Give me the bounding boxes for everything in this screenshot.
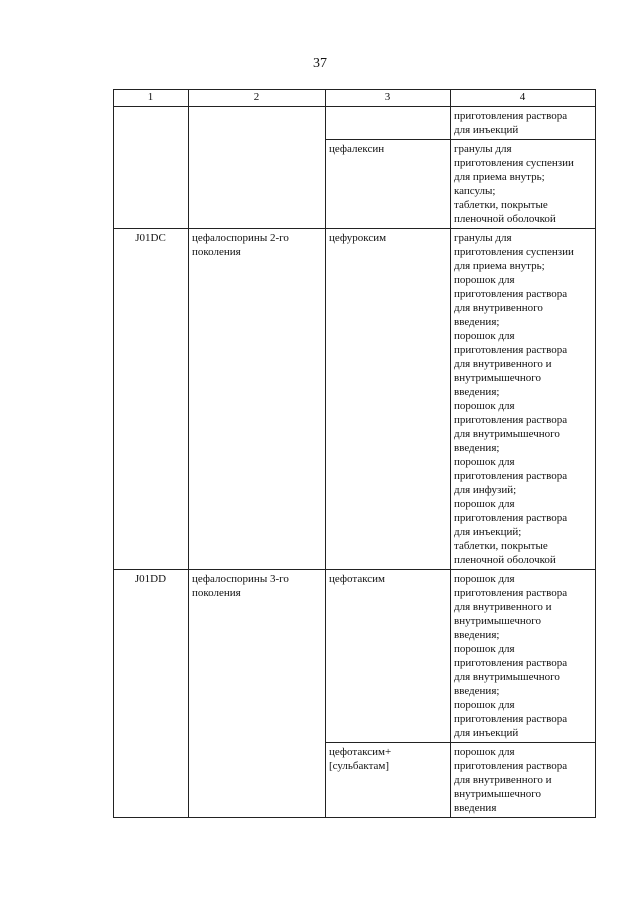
dosage-form-line: приготовления раствора [454, 288, 568, 300]
dosage-form-line: приготовления раствора [454, 344, 568, 356]
drug-group-cell: цефалоспорины 3-го поколения [189, 570, 326, 818]
dosage-form-cell [451, 229, 596, 570]
column-header-3: 3 [326, 90, 451, 107]
dosage-form-line: внутримышечного [454, 615, 541, 627]
dosage-form-cell [451, 743, 596, 818]
dosage-form-line: для инфузий; [454, 484, 517, 496]
dosage-form-line: для инъекций [454, 124, 519, 136]
dosage-form-line: пленочной оболочкой [454, 213, 556, 225]
dosage-form-line: введения [454, 802, 497, 814]
dosage-form-line: гранулы для [454, 232, 512, 244]
dosage-form-line: внутримышечного [454, 372, 541, 384]
column-header-2: 2 [189, 90, 326, 107]
dosage-form-line: для внутривенного и [454, 774, 552, 786]
dosage-form-line: порошок для [454, 643, 515, 655]
drug-name-cell: цефотаксим+ [сульбактам] [326, 743, 451, 818]
drug-table [113, 89, 596, 818]
dosage-form-line: приготовления раствора [454, 512, 568, 524]
dosage-form-line: порошок для [454, 699, 515, 711]
dosage-form-line: внутримышечного [454, 788, 541, 800]
atc-code-cell [114, 107, 189, 229]
drug-name-cell: цефотаксим [326, 570, 451, 743]
dosage-form-line: пленочной оболочкой [454, 554, 556, 566]
table-header-row [114, 90, 596, 107]
dosage-form-line: приготовления раствора [454, 657, 568, 669]
dosage-form-line: введения; [454, 442, 500, 454]
table-row [114, 107, 596, 140]
dosage-form-line: порошок для [454, 573, 515, 585]
table-body [114, 107, 596, 818]
dosage-form-cell [451, 140, 596, 229]
dosage-form-line: введения; [454, 629, 500, 641]
dosage-form-line: порошок для [454, 498, 515, 510]
dosage-form-line: приготовления раствора [454, 713, 568, 725]
dosage-form-line: для внутривенного и [454, 358, 552, 370]
dosage-form-line: для приема внутрь; [454, 260, 545, 272]
dosage-form-line: таблетки, покрытые [454, 199, 548, 211]
table-row [114, 229, 596, 570]
dosage-form-line: введения; [454, 685, 500, 697]
drug-name-cell: цефалексин [326, 140, 451, 229]
dosage-form-line: гранулы для [454, 143, 512, 155]
drug-group-cell [189, 107, 326, 229]
dosage-form-line: для инъекций [454, 727, 519, 739]
dosage-form-cell [451, 570, 596, 743]
dosage-form-line: для инъекций; [454, 526, 522, 538]
dosage-form-line: для внутривенного [454, 302, 543, 314]
column-header-1: 1 [114, 90, 189, 107]
dosage-form-line: приготовления раствора [454, 470, 568, 482]
dosage-form-line: порошок для [454, 274, 515, 286]
dosage-form-line: таблетки, покрытые [454, 540, 548, 552]
dosage-form-line: приготовления раствора [454, 760, 568, 772]
dosage-form-line: введения; [454, 316, 500, 328]
dosage-form-line: для внутримышечного [454, 428, 560, 440]
dosage-form-line: для приема внутрь; [454, 171, 545, 183]
dosage-form-line: порошок для [454, 456, 515, 468]
dosage-form-line: приготовления раствора [454, 414, 568, 426]
dosage-form-line: приготовления раствора [454, 110, 568, 122]
dosage-form-line: для внутримышечного [454, 671, 560, 683]
dosage-form-line: для внутривенного и [454, 601, 552, 613]
dosage-form-line: приготовления суспензии [454, 157, 574, 169]
dosage-form-line: приготовления суспензии [454, 246, 574, 258]
page-number: 37 [313, 56, 327, 71]
column-header-4: 4 [451, 90, 596, 107]
drug-name-cell [326, 107, 451, 140]
dosage-form-line: приготовления раствора [454, 587, 568, 599]
atc-code-cell: J01DD [114, 570, 189, 818]
drug-group-cell: цефалоспорины 2-го поколения [189, 229, 326, 570]
table-row [114, 570, 596, 743]
dosage-form-line: капсулы; [454, 185, 496, 197]
atc-code-cell: J01DC [114, 229, 189, 570]
dosage-form-line: введения; [454, 386, 500, 398]
dosage-form-line: порошок для [454, 400, 515, 412]
dosage-form-line: порошок для [454, 746, 515, 758]
dosage-form-cell [451, 107, 596, 140]
dosage-form-line: порошок для [454, 330, 515, 342]
drug-name-cell: цефуроксим [326, 229, 451, 570]
